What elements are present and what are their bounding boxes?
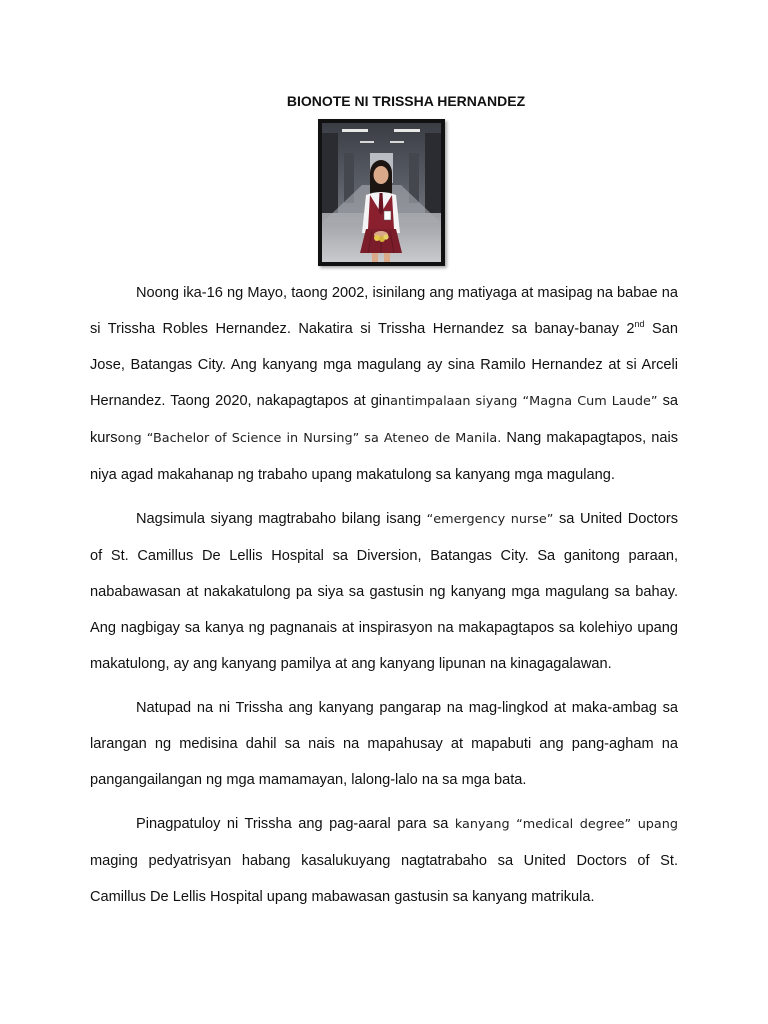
paragraph-1-text-a: Noong ika-16 ng Mayo, taong 2002, isinilang ang matiyaga at masipag na babae na si Trissha Robles Hernandez. Nakatira si Trissha Hernandez sa banay-banay 2 — [90, 285, 678, 337]
paragraph-4 — [90, 806, 678, 915]
paragraph-1 — [90, 275, 678, 493]
paragraph-2-text-b: sa United Doctors of St. Camillus De Lellis Hospital sa Diversion, Batangas City. Sa ganitong paraan, nababawasan at nakakatulong pa siya sa gastusin ng kanyang mga magulang sa bahay. Ang nagbigay sa kanya ng pagnanais at inspirasyon na makapagtapos sa kolehiyo upang makatulong, ay ang kanyang pamilya at ang kanyang lipunan na kinagagalawan. — [90, 511, 678, 672]
paragraph-2 — [90, 501, 678, 682]
paragraph-4-text-a: Pinagpatuloy ni Trissha ang pag-aaral para sa — [136, 816, 455, 832]
paragraph-1-text-d: Nang makapagtapos, nais niya agad makahanap ng trabaho upang makatulong sa kanyang mga magulang. — [90, 430, 678, 483]
paragraph-1-quote-course: ong “Bachelor of Science in Nursing” sa Ateneo de Manila. — [117, 431, 502, 446]
portrait-image — [322, 123, 441, 262]
document-title: BIONOTE NI TRISSHA HERNANDEZ — [286, 93, 526, 109]
paragraph-4-quote-degree: kanyang “medical degree” upang — [454, 817, 679, 832]
ordinal-suffix: nd — [634, 319, 645, 329]
paragraph-3-text: Natupad na ni Trissha ang kanyang pangarap na mag-lingkod at maka-ambag sa larangan ng medisina dahil sa nais na mapahusay at mapabuti ang pang-agham na pangangailangan ng mga mamamayan, lalong-lalo na sa mga bata. — [90, 700, 678, 788]
paragraph-3 — [90, 690, 678, 798]
paragraph-1-text-c: sa kurs — [90, 393, 678, 446]
paragraph-2-text-a: Nagsimula siyang magtrabaho bilang isang — [136, 511, 427, 527]
paragraph-1-quote-honor: antimpalaan siyang “Magna Cum Laude” — [390, 394, 658, 409]
portrait-photo — [318, 119, 445, 266]
paragraph-4-text-b: maging pedyatrisyan habang kasalukuyang nagtatrabaho sa United Doctors of St. Camillus De Lellis Hospital upang mabawasan gastusin sa kanyang matrikula. — [90, 853, 678, 905]
bionote-body — [90, 275, 678, 915]
paragraph-1-text-b: San Jose, Batangas City. Ang kanyang mga magulang ay sina Ramilo Hernandez at si Arceli Hernandez. Taong 2020, nakapagtapos at gin — [90, 321, 678, 409]
paragraph-2-quote-role: “emergency nurse” — [426, 512, 554, 527]
